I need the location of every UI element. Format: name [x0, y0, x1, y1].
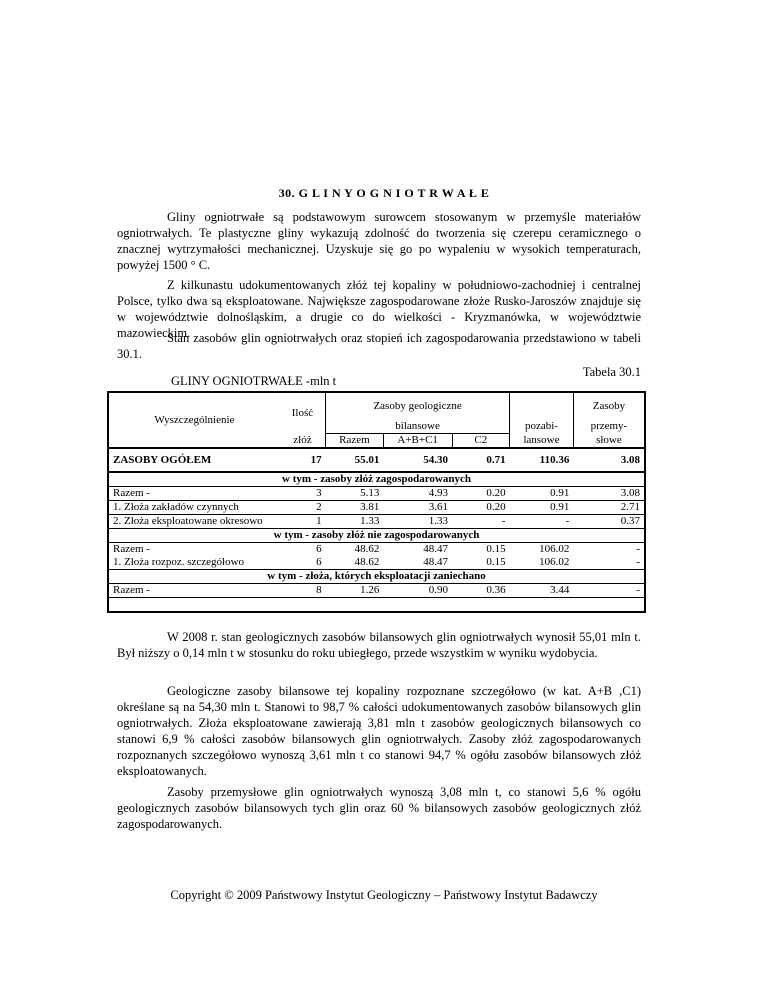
- intro-paragraph-3: Stan zasobów glin ogniotrwałych oraz stopień ich zagospodarowania przedstawiono w tabeli 30.1.: [117, 331, 641, 361]
- header-total: Razem: [326, 434, 384, 449]
- header-c2: C2: [474, 434, 488, 446]
- table-row: Razem - 3 5.13 4.93 0.20 0.91 3.08: [108, 487, 645, 501]
- table-row: 1. Złoża zakładów czynnych 2 3.81 3.61 0.20 0.91 2.71: [108, 501, 645, 515]
- header-geo-group-1: Zasoby geologiczne: [373, 400, 462, 412]
- header-geo-group-2: bilansowe: [326, 420, 510, 434]
- table-header-row-1: [108, 392, 645, 420]
- header-name: Wyszczególnienie: [154, 413, 235, 426]
- section-title-row: w tym - zasoby złóż nie zagospodarowanych: [273, 529, 480, 541]
- copyright-notice: Copyright © 2009 Państwowy Instytut Geologiczny – Państwowy Instytut Badawczy: [170, 888, 598, 902]
- section-title-row: w tym - złoża, których eksploatacji zaniechano: [267, 570, 486, 582]
- table-row: 2. Złoża eksploatowane okresowo 1 1.33 1.33 - - 0.37: [108, 515, 645, 529]
- body-paragraph-1: W 2008 r. stan geologicznych zasobów bilansowych glin ogniotrwałych wynosił 55,01 mln t. Był niższy o 0,14 mln t w stosunku do roku ubiegłego, przede wszystkim w wyniku wydobycia.: [117, 630, 641, 660]
- header-industrial-1: Zasoby: [573, 392, 645, 420]
- header-industrial-2: przemy-: [573, 420, 645, 434]
- table-row: Razem - 6 48.62 48.47 0.15 106.02 -: [108, 543, 645, 557]
- header-offbalance-2: lansowe: [510, 434, 574, 449]
- table-unit-caption: GLINY OGNIOTRWAŁE -mln t: [171, 374, 337, 388]
- resources-table: [107, 391, 646, 613]
- table-number: Tabela 30.1: [582, 365, 641, 379]
- table-row: 1. Złoża rozpoz. szczegółowo 6 48.62 48.47 0.15 106.02 -: [108, 556, 645, 570]
- section-title-row: w tym - zasoby złóż zagospodarowanych: [282, 473, 471, 485]
- intro-paragraph-1: Gliny ogniotrwałe są podstawowym surowcem stosowanym w przemyśle materiałów ogniotrwałych. Te plastyczne gliny wykazują zdolność do tworzenia się czerepu ceramicznego o znacznej wytrzymałości mechanicznej. Uzyskuje się go po wypaleniu w wysokich temperaturach, powyżej 1500 ° C.: [117, 210, 641, 272]
- table-total-row: ZASOBY OGÓŁEM 17 55.01 54.30 0.71 110.36 3.08: [108, 448, 645, 472]
- table-row: Razem - 8 1.26 0.90 0.36 3.44 -: [108, 584, 645, 598]
- header-industrial-3: słowe: [573, 434, 645, 449]
- body-paragraph-3: Zasoby przemysłowe glin ogniotrwałych wynoszą 3,08 mln t, co stanowi 5,6 % ogółu geologicznych zasobów bilansowych tych glin oraz 60 % bilansowych zasobów geologicznych złóż zagospodarowanych.: [117, 785, 641, 831]
- body-paragraph-2: Geologiczne zasoby bilansowe tej kopaliny rozpoznane szczegółowo (w kat. A+B ,C1) określane są na 54,30 mln t. Stanowi to 98,7 % całości udokumentowanych zasobów bilansowych glin ogniotrwałych. Złoża eksploatowane zawierają 3,81 mln t zasobów geologicznych bilansowych co stanowi 6,9 % całości zasobów bilansowych glin ogniotrwałych. Zasoby złóż zagospodarowanych rozpoznanych szczegółowo wynoszą 3,61 mln t co stanowi 94,7 % ogółu zasobów bilansowych złóż eksploatowanych.: [117, 684, 641, 778]
- intro-paragraph-2: Z kilkunastu udokumentowanych złóż tej kopaliny w południowo-zachodniej i centralnej Polsce, tylko dwa są eksploatowane. Największe zagospodarowane złoże Rusko-Jaroszów znajduje się w województwie dolnośląskim, a drugie co do wielkości - Kryzmanówka, w województwie mazowieckim.: [117, 278, 641, 340]
- header-offbalance-1: pozabi-: [510, 420, 574, 434]
- header-ab: A+B+C1: [383, 434, 452, 449]
- table-empty-row: [108, 598, 645, 612]
- header-count-2: złóż: [280, 434, 326, 449]
- header-count-1: Ilość: [280, 392, 326, 420]
- section-heading: 30. G L I N Y O G N I O T R W A Ł E: [278, 186, 490, 200]
